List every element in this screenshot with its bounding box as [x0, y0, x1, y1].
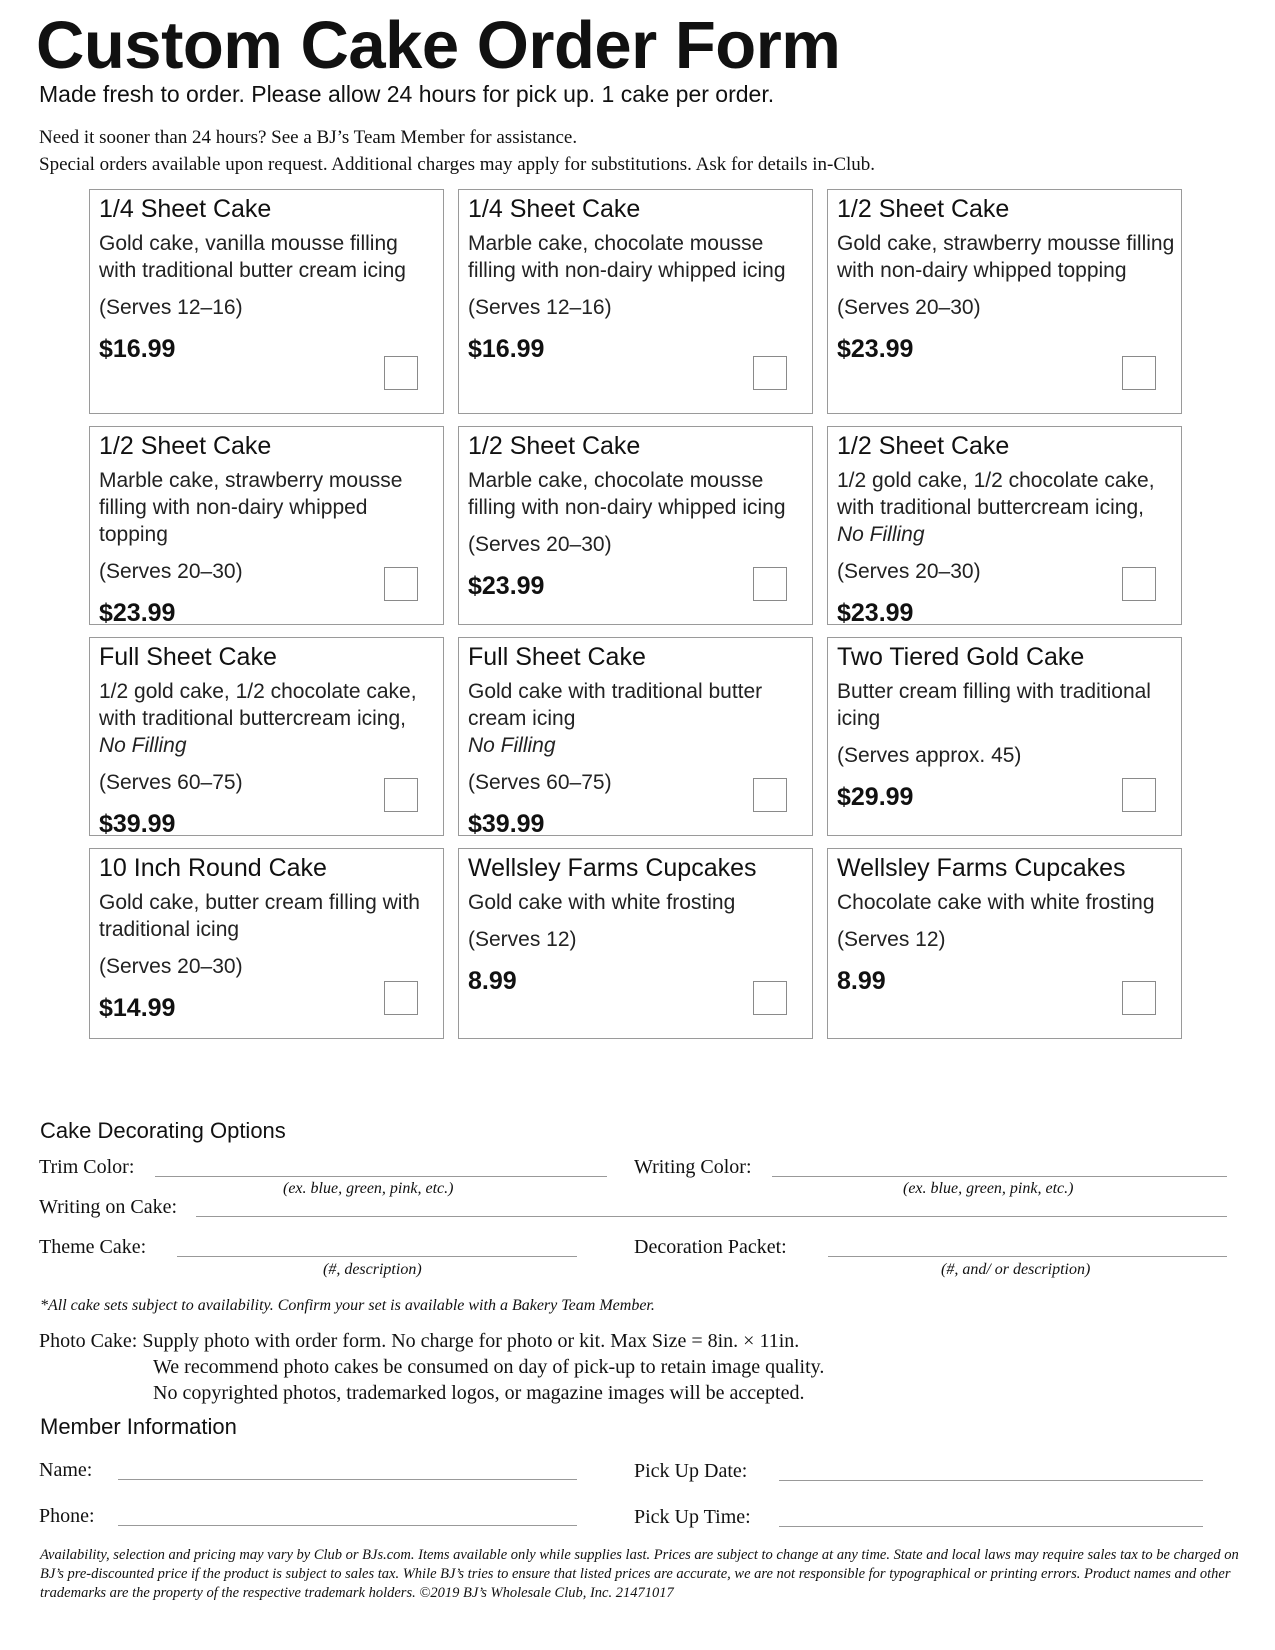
decorating-heading: Cake Decorating Options — [40, 1118, 286, 1143]
cake-select-checkbox[interactable] — [1122, 567, 1156, 601]
cake-serves: (Serves 60–75) — [99, 771, 243, 794]
cake-serves: (Serves 12) — [468, 928, 577, 951]
legal-disclaimer: Availability, selection and pricing may vary by Club or BJs.com. Items available only while supplies last. Prices are subject to change at any time. State and local laws may require sales tax to be charged on BJ’s pre-discounted price if the product is subject to sales tax. While BJ’s tries to ensure that listed prices are accurate, we are not responsible for typographical or printing errors. Product names and other trademarks are the property of the respective trademark holders. ©2019 BJ’s Wholesale Club, Inc. 21471017 — [40, 1547, 1239, 1601]
cake-price: $39.99 — [468, 810, 545, 838]
theme-cake-label: Theme Cake: — [39, 1236, 147, 1258]
cake-description-text: Chocolate cake with white frosting — [837, 891, 1155, 914]
cake-options-grid — [89, 189, 1193, 1039]
decoration-packet-field[interactable] — [828, 1234, 1227, 1257]
writing-color-hint: (ex. blue, green, pink, etc.) — [903, 1180, 1074, 1197]
intro-text — [39, 124, 875, 178]
cake-price: $29.99 — [837, 783, 914, 811]
cake-price: $23.99 — [99, 599, 176, 627]
cake-price: $23.99 — [837, 335, 914, 363]
writing-on-cake-label: Writing on Cake: — [39, 1196, 178, 1218]
cake-option-card — [89, 637, 444, 836]
cake-name: Wellsley Farms Cupcakes — [468, 854, 757, 882]
page-title: Custom Cake Order Form — [36, 8, 841, 83]
theme-cake-field[interactable] — [177, 1234, 577, 1257]
cake-option-card — [89, 426, 444, 625]
cake-description-text: Gold cake with white frosting — [468, 891, 736, 914]
cake-name: 1/4 Sheet Cake — [99, 195, 272, 223]
cake-price: $16.99 — [99, 335, 176, 363]
writing-on-cake-field[interactable] — [196, 1194, 1227, 1217]
cake-select-checkbox[interactable] — [384, 356, 418, 390]
cake-option-card — [827, 848, 1182, 1039]
cake-option-card — [827, 637, 1182, 836]
cake-name: 1/4 Sheet Cake — [468, 195, 641, 223]
cake-description — [99, 467, 437, 548]
cake-serves: (Serves approx. 45) — [837, 744, 1022, 767]
photo-cake-label: Photo Cake: — [39, 1330, 138, 1352]
photo-cake-line-1: Supply photo with order form. No charge for photo or kit. Max Size = 8in. × 11in. — [142, 1330, 800, 1352]
cake-description — [99, 678, 437, 759]
cake-select-checkbox[interactable] — [1122, 778, 1156, 812]
cake-filling-note: No Filling — [99, 734, 187, 757]
cake-price: $14.99 — [99, 994, 176, 1022]
cake-name: Wellsley Farms Cupcakes — [837, 854, 1126, 882]
cake-select-checkbox[interactable] — [384, 981, 418, 1015]
cake-option-card — [458, 848, 813, 1039]
cake-price: $16.99 — [468, 335, 545, 363]
trim-color-hint: (ex. blue, green, pink, etc.) — [283, 1180, 454, 1197]
cake-serves: (Serves 20–30) — [99, 955, 243, 978]
cake-price: $23.99 — [468, 572, 545, 600]
name-label: Name: — [39, 1459, 93, 1481]
name-field[interactable] — [118, 1457, 577, 1480]
cake-serves: (Serves 12) — [837, 928, 946, 951]
availability-note: *All cake sets subject to availability. Confirm your set is available with a Bakery Team Member. — [40, 1297, 655, 1314]
cake-description — [837, 467, 1175, 548]
cake-name: Full Sheet Cake — [468, 643, 646, 671]
cake-description-text: Gold cake, strawberry mousse filling with non-dairy whipped topping — [837, 232, 1175, 282]
cake-select-checkbox[interactable] — [384, 567, 418, 601]
cake-description — [468, 678, 806, 759]
cake-option-card — [89, 189, 444, 414]
intro-line-sooner: Need it sooner than 24 hours? See a BJ’s Team Member for assistance. — [39, 127, 578, 148]
pickup-time-field[interactable] — [779, 1504, 1203, 1527]
cake-select-checkbox[interactable] — [1122, 356, 1156, 390]
cake-description-text: Gold cake, vanilla mousse filling with traditional butter cream icing — [99, 232, 406, 282]
pickup-date-label: Pick Up Date: — [634, 1460, 748, 1482]
cake-description — [99, 889, 437, 943]
photo-cake-line-2: We recommend photo cakes be consumed on day of pick-up to retain image quality. — [153, 1356, 825, 1378]
cake-name: 1/2 Sheet Cake — [468, 432, 641, 460]
cake-select-checkbox[interactable] — [753, 356, 787, 390]
cake-name: 1/2 Sheet Cake — [99, 432, 272, 460]
cake-description-text: Gold cake with traditional butter cream icing — [468, 680, 763, 730]
phone-label: Phone: — [39, 1505, 95, 1527]
cake-description — [468, 230, 806, 284]
pickup-date-field[interactable] — [779, 1458, 1203, 1481]
cake-filling-note: No Filling — [468, 734, 556, 757]
cake-serves: (Serves 20–30) — [99, 560, 243, 583]
cake-description-text: Gold cake, butter cream filling with traditional icing — [99, 891, 420, 941]
cake-description — [468, 467, 806, 521]
photo-cake-line-3: No copyrighted photos, trademarked logos, or magazine images will be accepted. — [153, 1382, 805, 1404]
cake-description — [837, 889, 1175, 916]
cake-description — [837, 230, 1175, 284]
photo-cake-info — [39, 1328, 824, 1406]
cake-serves: (Serves 12–16) — [99, 296, 243, 319]
decoration-packet-hint: (#, and/ or description) — [941, 1261, 1091, 1278]
cake-select-checkbox[interactable] — [753, 778, 787, 812]
cake-description-text: Marble cake, chocolate mousse filling with non-dairy whipped icing — [468, 469, 786, 519]
cake-description-text: Marble cake, chocolate mousse filling with non-dairy whipped icing — [468, 232, 786, 282]
trim-color-field[interactable] — [155, 1154, 607, 1177]
cake-description-text: 1/2 gold cake, 1/2 chocolate cake, with traditional buttercream icing, — [99, 680, 417, 730]
cake-description — [837, 678, 1175, 732]
cake-serves: (Serves 20–30) — [837, 296, 981, 319]
cake-price: 8.99 — [468, 967, 517, 995]
page-subtitle: Made fresh to order. Please allow 24 hours for pick up. 1 cake per order. — [39, 81, 775, 107]
cake-serves: (Serves 20–30) — [837, 560, 981, 583]
cake-select-checkbox[interactable] — [1122, 981, 1156, 1015]
cake-serves: (Serves 20–30) — [468, 533, 612, 556]
cake-name: 1/2 Sheet Cake — [837, 195, 1010, 223]
cake-option-card — [458, 426, 813, 625]
cake-option-card — [827, 189, 1182, 414]
writing-color-label: Writing Color: — [634, 1156, 752, 1178]
cake-price: 8.99 — [837, 967, 886, 995]
cake-select-checkbox[interactable] — [753, 567, 787, 601]
cake-description-text: 1/2 gold cake, 1/2 chocolate cake, with traditional buttercream icing, — [837, 469, 1155, 519]
writing-color-field[interactable] — [772, 1154, 1227, 1177]
cake-description — [468, 889, 806, 916]
cake-name: Two Tiered Gold Cake — [837, 643, 1085, 671]
cake-price: $39.99 — [99, 810, 176, 838]
intro-line-special-orders: Special orders available upon request. Additional charges may apply for substitutions. Ask for details in-Club. — [39, 154, 876, 175]
cake-price: $23.99 — [837, 599, 914, 627]
cake-name: 10 Inch Round Cake — [99, 854, 327, 882]
cake-description-text: Marble cake, strawberry mousse filling with non-dairy whipped topping — [99, 469, 403, 546]
cake-name: 1/2 Sheet Cake — [837, 432, 1010, 460]
cake-option-card — [89, 848, 444, 1039]
cake-option-card — [458, 189, 813, 414]
cake-name: Full Sheet Cake — [99, 643, 277, 671]
cake-option-card — [827, 426, 1182, 625]
member-heading: Member Information — [40, 1414, 237, 1439]
cake-filling-note: No Filling — [837, 523, 925, 546]
cake-select-checkbox[interactable] — [384, 778, 418, 812]
phone-field[interactable] — [118, 1503, 577, 1526]
cake-serves: (Serves 60–75) — [468, 771, 612, 794]
decoration-packet-label: Decoration Packet: — [634, 1236, 787, 1258]
cake-option-card — [458, 637, 813, 836]
cake-select-checkbox[interactable] — [753, 981, 787, 1015]
cake-serves: (Serves 12–16) — [468, 296, 612, 319]
trim-color-label: Trim Color: — [39, 1156, 135, 1178]
theme-cake-hint: (#, description) — [323, 1261, 422, 1278]
pickup-time-label: Pick Up Time: — [634, 1506, 751, 1528]
cake-description-text: Butter cream filling with traditional icing — [837, 680, 1151, 730]
cake-description — [99, 230, 437, 284]
